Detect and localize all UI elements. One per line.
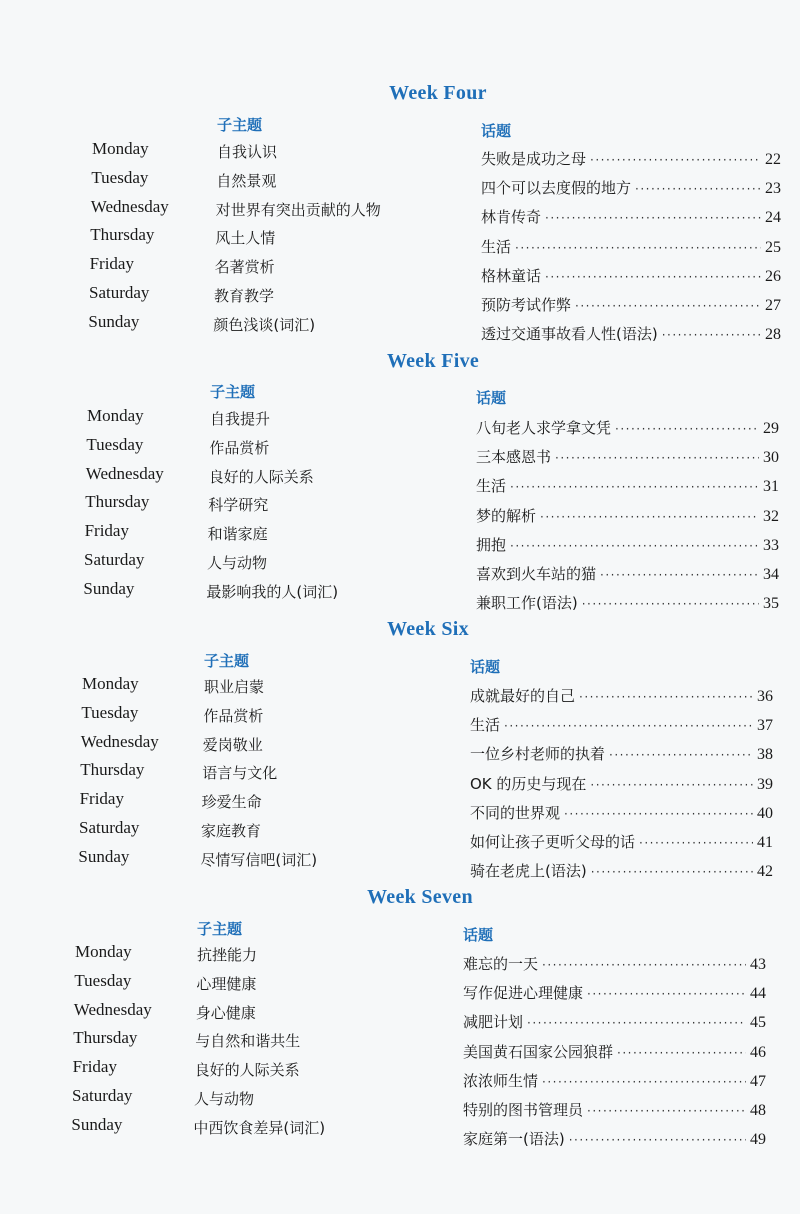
topic-title[interactable]: 拥抱 — [476, 535, 507, 554]
toc-entry[interactable] — [470, 773, 773, 794]
page-number[interactable]: 27 — [765, 297, 781, 314]
topic-title[interactable]: OK 的历史与现在 — [470, 774, 587, 793]
topic-title[interactable]: 梦的解析 — [476, 506, 537, 525]
dot-leader — [662, 328, 761, 342]
page-number[interactable]: 26 — [765, 267, 781, 285]
toc-entry[interactable] — [481, 265, 781, 286]
page-number[interactable]: 34 — [763, 566, 779, 583]
subtheme-item: 教育教学 — [214, 287, 275, 305]
topic-header: 话题 — [463, 926, 494, 944]
toc-entry[interactable] — [481, 177, 781, 198]
subtheme-item: 职业启蒙 — [204, 678, 265, 696]
toc-entry[interactable] — [463, 1041, 766, 1062]
day-label: Wednesday — [80, 731, 159, 751]
subtheme-item: 作品赏析 — [203, 706, 264, 725]
toc-entry[interactable] — [476, 563, 779, 584]
topic-title[interactable]: 写作促进心理健康 — [463, 984, 584, 1003]
topic-title[interactable]: 格林童话 — [481, 266, 542, 285]
subtheme-item: 中西饮食差异(词汇) — [193, 1118, 326, 1137]
week-title: Week Seven — [367, 886, 473, 908]
toc-entry[interactable] — [481, 206, 781, 227]
page-number[interactable]: 43 — [750, 956, 766, 973]
subtheme-item: 人与动物 — [194, 1090, 255, 1108]
subtheme-item: 珍爱生命 — [201, 793, 262, 812]
subtheme-header: 子主题 — [217, 116, 263, 134]
page-number[interactable]: 31 — [763, 478, 779, 496]
topic-header: 话题 — [470, 658, 501, 676]
subtheme-item: 科学研究 — [208, 496, 269, 515]
toc-entry[interactable] — [481, 236, 781, 257]
day-label: Thursday — [73, 1028, 138, 1048]
page-number[interactable]: 47 — [750, 1072, 766, 1090]
day-label: Saturday — [72, 1086, 133, 1105]
toc-entry[interactable] — [476, 417, 779, 438]
topic-title[interactable]: 喜欢到火车站的猫 — [476, 565, 597, 583]
dot-leader — [582, 597, 759, 611]
subtheme-item: 人与动物 — [207, 554, 268, 572]
toc-entry[interactable] — [481, 148, 781, 169]
toc-entry[interactable] — [470, 831, 773, 852]
dot-leader — [615, 422, 759, 436]
page-number[interactable]: 39 — [757, 775, 773, 793]
subtheme-item: 心理健康 — [196, 974, 257, 993]
dot-leader — [639, 836, 753, 850]
toc-entry[interactable] — [470, 714, 773, 735]
day-label: Monday — [82, 674, 139, 693]
topic-title[interactable]: 一位乡村老师的执着 — [470, 745, 606, 764]
dot-leader — [569, 1133, 746, 1147]
dot-leader — [564, 807, 753, 821]
subtheme-item: 身心健康 — [195, 1003, 256, 1022]
day-label: Monday — [92, 139, 149, 158]
dot-leader — [527, 1016, 746, 1030]
subtheme-header: 子主题 — [197, 920, 243, 938]
day-label: Sunday — [71, 1114, 123, 1134]
subtheme-item: 作品赏析 — [209, 438, 270, 457]
toc-entry[interactable] — [476, 534, 779, 555]
topic-title[interactable]: 如何让孩子更听父母的话 — [470, 833, 636, 851]
topic-title[interactable]: 预防考试作弊 — [481, 296, 572, 314]
page-number[interactable]: 22 — [765, 151, 781, 168]
topic-title[interactable]: 难忘的一天 — [463, 955, 539, 973]
day-label: Friday — [79, 789, 124, 809]
page-number[interactable]: 44 — [750, 985, 766, 1003]
topic-title[interactable]: 美国黄石国家公园狼群 — [463, 1042, 614, 1061]
page-number[interactable]: 30 — [763, 449, 779, 467]
topic-title[interactable]: 失败是成功之母 — [481, 150, 587, 168]
day-label: Thursday — [90, 225, 155, 245]
topic-title[interactable]: 三本感恩书 — [476, 448, 552, 467]
topic-title[interactable]: 透过交通事故看人性(语法) — [481, 325, 658, 344]
page-number[interactable]: 24 — [765, 209, 781, 227]
day-label: Saturday — [79, 818, 140, 837]
day-label: Thursday — [85, 492, 150, 512]
dot-leader — [510, 480, 759, 494]
day-label: Sunday — [83, 578, 135, 598]
toc-entry[interactable] — [476, 446, 779, 467]
toc-entry[interactable] — [463, 953, 766, 974]
day-label: Tuesday — [86, 434, 144, 454]
topic-title[interactable]: 林肯传奇 — [481, 208, 542, 227]
topic-title[interactable]: 骑在老虎上(语法) — [470, 862, 587, 881]
subtheme-item: 自我提升 — [210, 410, 271, 428]
dot-leader — [635, 182, 761, 196]
toc-entry[interactable] — [463, 1099, 766, 1120]
day-label: Friday — [72, 1057, 117, 1077]
subtheme-item: 对世界有突出贡献的人物 — [215, 200, 381, 219]
subtheme-item: 良好的人际关系 — [208, 467, 314, 486]
page-number[interactable]: 32 — [763, 507, 779, 525]
week-title: Week Six — [387, 618, 469, 640]
day-label: Tuesday — [81, 702, 139, 722]
toc-entry[interactable] — [476, 475, 779, 496]
page-number[interactable]: 40 — [757, 804, 773, 822]
subtheme-item: 爱岗敬业 — [202, 735, 263, 754]
subtheme-item: 颜色浅谈(词汇) — [213, 315, 316, 334]
topic-title[interactable]: 特别的图书管理员 — [463, 1101, 584, 1119]
day-label: Saturday — [84, 550, 145, 569]
dot-leader — [545, 270, 761, 284]
day-label: Sunday — [78, 846, 130, 866]
page-number[interactable]: 37 — [757, 717, 773, 735]
topic-title[interactable]: 浓浓师生情 — [463, 1071, 539, 1090]
subtheme-item: 和谐家庭 — [207, 525, 268, 544]
dot-leader — [609, 748, 753, 762]
page-number[interactable]: 46 — [750, 1043, 766, 1061]
day-label: Saturday — [89, 283, 150, 302]
page-number[interactable]: 28 — [765, 326, 781, 344]
day-label: Tuesday — [91, 167, 149, 187]
dot-leader — [555, 451, 759, 465]
subtheme-item: 良好的人际关系 — [194, 1061, 300, 1080]
dot-leader — [545, 211, 761, 225]
dot-leader — [510, 539, 759, 553]
dot-leader — [515, 241, 761, 255]
day-label: Friday — [89, 254, 134, 274]
page-number[interactable]: 38 — [757, 746, 773, 764]
toc-entry[interactable] — [463, 1070, 766, 1091]
subtheme-item: 最影响我的人(词汇) — [206, 582, 339, 601]
page-number[interactable]: 33 — [763, 536, 779, 554]
subtheme-item: 自我认识 — [217, 143, 278, 161]
toc-entry[interactable] — [470, 860, 773, 881]
page-number[interactable]: 49 — [750, 1131, 766, 1149]
subtheme-item: 尽情写信吧(词汇) — [200, 850, 318, 869]
toc-entry[interactable] — [470, 802, 773, 823]
dot-leader — [587, 1104, 746, 1118]
toc-entry[interactable] — [470, 743, 773, 764]
topic-title[interactable]: 家庭第一(语法) — [463, 1130, 565, 1149]
dot-leader — [590, 153, 761, 167]
toc-entry[interactable] — [481, 323, 781, 344]
day-label: Wednesday — [73, 999, 152, 1019]
dot-leader — [542, 1075, 746, 1089]
day-label: Monday — [87, 406, 144, 425]
dot-leader — [600, 568, 759, 582]
toc-entry[interactable] — [463, 982, 766, 1003]
subtheme-item: 与自然和谐共生 — [195, 1032, 301, 1051]
toc-entry[interactable] — [470, 685, 773, 706]
topic-title[interactable]: 兼职工作(语法) — [476, 594, 578, 613]
week-title: Week Four — [389, 82, 487, 104]
topic-title[interactable]: 生活 — [476, 477, 507, 496]
week-title: Week Five — [386, 350, 480, 372]
topic-title[interactable]: 八旬老人求学拿文凭 — [476, 419, 612, 437]
dot-leader — [542, 958, 746, 972]
day-label: Thursday — [80, 760, 145, 780]
page-number[interactable]: 48 — [750, 1102, 766, 1119]
topic-title[interactable]: 生活 — [481, 237, 512, 256]
dot-leader — [590, 778, 753, 792]
subtheme-header: 子主题 — [210, 383, 256, 401]
day-label: Sunday — [88, 311, 140, 331]
page-number[interactable]: 35 — [763, 595, 779, 613]
toc-entry[interactable] — [476, 592, 779, 613]
dot-leader — [617, 1046, 746, 1060]
day-label: Monday — [75, 942, 132, 961]
toc-entry[interactable] — [476, 505, 779, 526]
dot-leader — [587, 987, 746, 1001]
day-label: Friday — [84, 521, 129, 541]
subtheme-header: 子主题 — [204, 652, 250, 670]
dot-leader — [579, 690, 753, 704]
subtheme-item: 抗挫能力 — [197, 946, 258, 964]
subtheme-item: 名著赏析 — [214, 258, 275, 277]
dot-leader — [591, 865, 753, 879]
day-label: Wednesday — [90, 196, 169, 216]
subtheme-item: 语言与文化 — [202, 764, 278, 783]
topic-header: 话题 — [481, 122, 512, 140]
dot-leader — [540, 510, 759, 524]
toc-entry[interactable] — [463, 1128, 766, 1149]
topic-title[interactable]: 不同的世界观 — [470, 803, 561, 822]
topic-title[interactable]: 减肥计划 — [463, 1013, 524, 1032]
toc-entry[interactable] — [481, 294, 781, 315]
topic-title[interactable]: 生活 — [470, 716, 501, 735]
day-label: Wednesday — [85, 463, 164, 483]
page-number[interactable]: 42 — [757, 863, 773, 881]
page-number[interactable]: 25 — [765, 238, 781, 256]
dot-leader — [575, 299, 761, 313]
toc-entry[interactable] — [463, 1011, 766, 1032]
dot-leader — [504, 719, 753, 733]
subtheme-item: 家庭教育 — [201, 822, 262, 840]
page-number[interactable]: 23 — [765, 180, 781, 198]
page-number[interactable]: 45 — [750, 1014, 766, 1032]
topic-title[interactable]: 四个可以去度假的地方 — [481, 179, 632, 198]
day-label: Tuesday — [74, 970, 132, 990]
page-number[interactable]: 36 — [757, 688, 773, 705]
page-number[interactable]: 29 — [763, 420, 779, 437]
subtheme-item: 自然景观 — [216, 171, 277, 190]
subtheme-item: 风土人情 — [215, 229, 276, 248]
topic-header: 话题 — [476, 389, 507, 407]
topic-title[interactable]: 成就最好的自己 — [470, 687, 576, 705]
page-number[interactable]: 41 — [757, 834, 773, 851]
